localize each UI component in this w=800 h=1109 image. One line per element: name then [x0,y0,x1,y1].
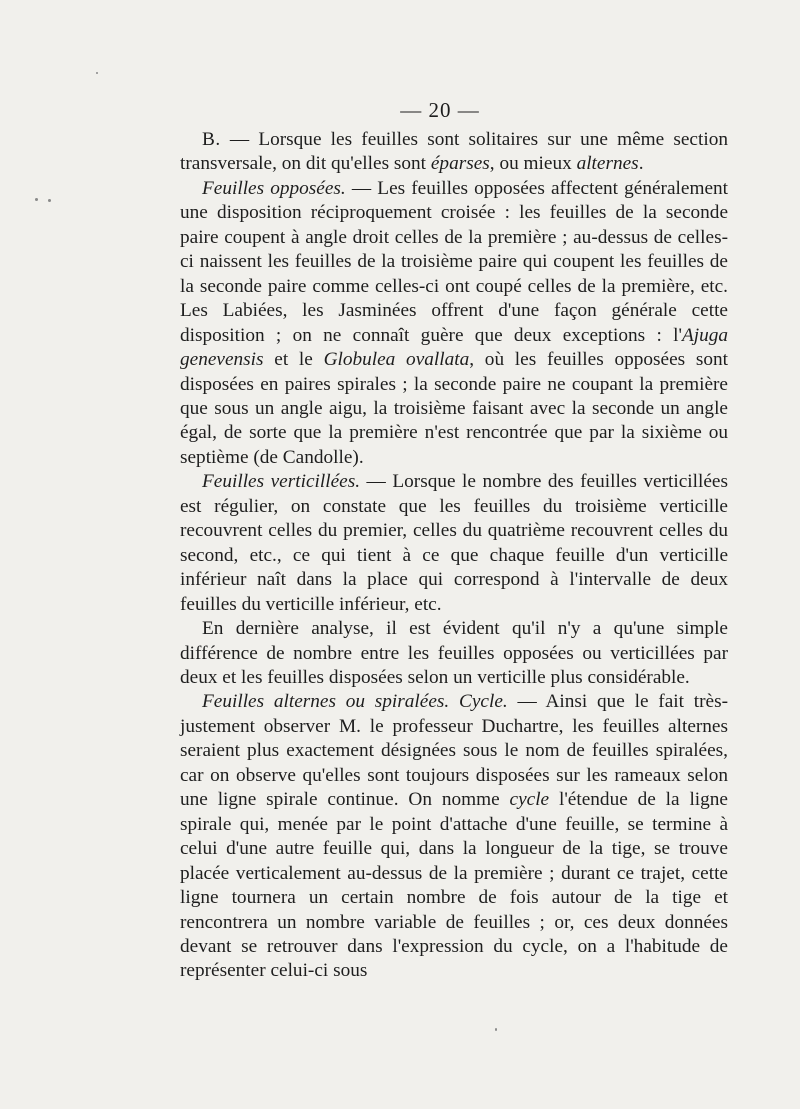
paragraph-analyse [180,617,728,690]
paragraph-text: . [638,153,644,175]
paragraph-section-b [180,128,728,177]
italic-term: cycle [509,789,550,811]
paragraph-opposees [180,177,728,470]
paragraph-verticillees [180,470,728,617]
paragraph-text: , où les feuilles opposées sont disposées en paires spirales ; la seconde paire ne coupant la première que sous un angle aigu, la troisième faisant avec la seconde un angle égal, de sorte que la première n'est rencontrée que par la sixième ou septième (de Candolle). [180,349,728,468]
paper-speck [35,198,38,201]
italic-term: éparses [430,153,490,175]
paragraph-text: — Les feuilles opposées affectent généralement une disposition réciproquement croisée : les feuilles de la seconde paire coupent à angle droit celles de la première ; au-dessus de celles-ci naissent les feuilles de la troisième paire qui coupent les feuilles de la seconde paire comme celles-ci ont coupé celles de la première, etc. Les Labiées, les Jasminées offrent d'une façon générale cette disposition ; on ne connaît guère que deux exceptions : l' [180,177,729,346]
species-name: Ajuga genevensis [180,324,728,371]
paragraph-text: , ou mieux [489,153,577,175]
paragraph-text: et le [263,349,324,371]
italic-term: alternes [576,153,639,175]
section-label: B. [202,129,221,150]
page-number: — 20 — [400,98,480,122]
paragraph-heading: Feuilles alternes ou spiralées. Cycle. [202,691,508,713]
paper-speck [495,1028,497,1031]
paragraph-text: En dernière analyse, il est évident qu'il n'y a qu'une simple différence de nombre entre les feuilles opposées ou verticillées par deux et les feuilles disposées selon un verticille plus considérable. [180,618,728,688]
paragraph-heading: Feuilles opposées. [202,177,346,199]
species-name: Globulea ovallata [323,349,470,371]
page-body [180,128,728,984]
paragraph-text: — Lorsque le nombre des feuilles verticillées est régulier, on constate que les feuilles du troisième verticille recouvrent celles du premier, celles du quatrième recouvrent celles du second, etc., ce qui tient à ce que chaque feuille d'un verticille inférieur naît dans la place qui correspond à l'intervalle de deux feuilles du verticille inférieur, etc. [180,471,728,615]
paragraph-text: — Lorsque les feuilles sont solitaires sur une même section transversale, on dit qu'elles sont [180,129,728,175]
paragraph-alternes [180,690,728,983]
paper-speck [48,199,51,202]
paragraph-text: — Ainsi que le fait très-justement observer M. le professeur Duchartre, les feuilles alternes seraient plus exactement désignées sous le nom de feuilles spiralées, car on observe qu'elles sont toujours disposées sur les rameaux selon une ligne spirale continue. On nomme [180,691,728,811]
paper-speck [96,72,98,74]
paragraph-heading: Feuilles verticillées. [202,471,361,493]
paragraph-text: l'étendue de la ligne spirale qui, menée par le point d'attache d'une feuille, se termine à celui d'une autre feuille qui, dans la longueur de la tige, se trouve placée verticalement au-dessus de la première ; durant ce trajet, cette ligne tournera un certain nombre de fois autour de la tige et rencontrera un nombre variable de feuilles ; or, ces deux données devant se retrouver dans l'expression du cycle, on a l'habitude de représenter celui-ci sous [180,789,728,982]
